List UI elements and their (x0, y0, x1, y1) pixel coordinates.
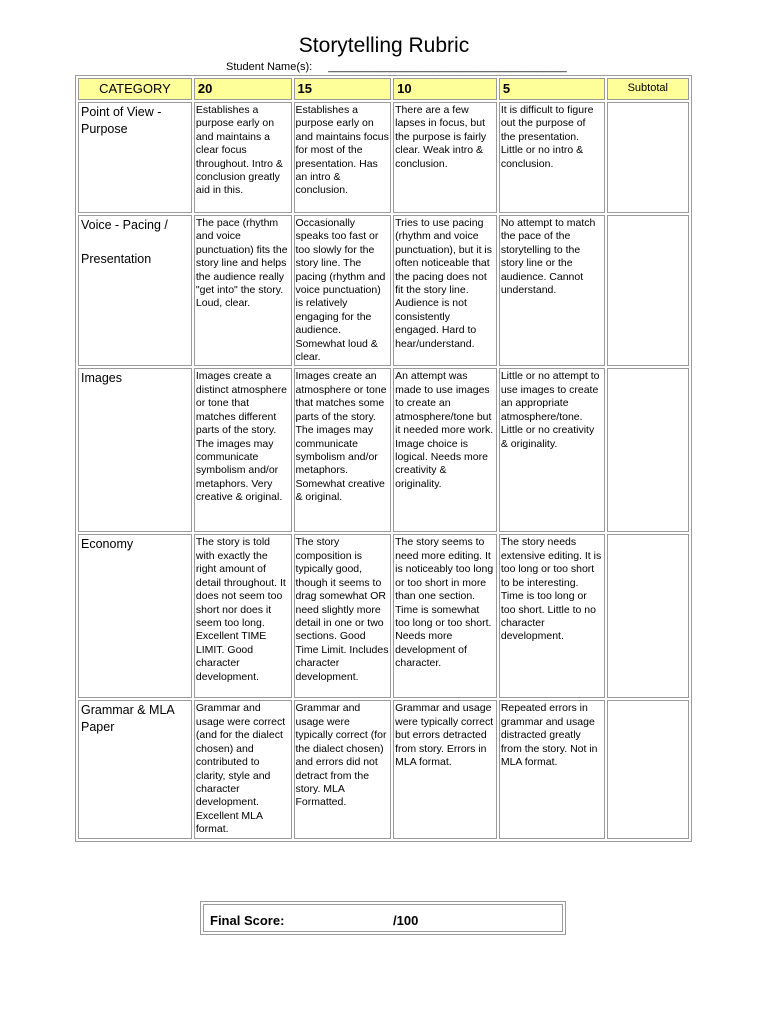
criteria-cell: Establishes a purpose early on and maintains focus for most of the presentation. Has an intro & conclusion. (294, 102, 392, 213)
criteria-cell: Establishes a purpose early on and maintains a clear focus throughout. Intro & conclusion greatly aid in this. (194, 102, 292, 213)
subtotal-cell[interactable] (607, 534, 689, 698)
header-score-5: 5 (499, 78, 605, 100)
final-score-value: /100 (393, 913, 419, 928)
final-score-box (200, 901, 566, 935)
student-name-field (226, 61, 567, 73)
header-category: CATEGORY (78, 78, 192, 100)
criteria-cell: There are a few lapses in focus, but the purpose is fairly clear. Weak intro & conclusion. (393, 102, 497, 213)
table-row (78, 102, 689, 213)
category-name (78, 215, 192, 366)
criteria-cell: The pace (rhythm and voice punctuation) fits the story line and helps the audience really "get into" the story. Loud, clear. (194, 215, 292, 366)
criteria-cell: Images create a distinct atmosphere or tone that matches different parts of the story. The images may communicate symbolism and/or metaphors. Very creative & original. (194, 368, 292, 532)
header-score-10: 10 (393, 78, 497, 100)
page-title: Storytelling Rubric (298, 34, 470, 57)
category-name: Images (78, 368, 192, 532)
criteria-cell: Occasionally speaks too fast or too slowly for the story line. The pacing (rhythm and voice punctuation) is relatively engaging for the audience. Somewhat loud & clear. (294, 215, 392, 366)
table-header-row (78, 78, 689, 100)
category-name: Point of View - Purpose (78, 102, 192, 213)
criteria-cell: The story composition is typically good, though it seems to drag somewhat OR need slightly more detail in one or two sections. Good Time Limit. Includes character development. (294, 534, 392, 698)
criteria-cell: Tries to use pacing (rhythm and voice punctuation), but it is often noticeable that the pacing does not fit the story line. Audience is not consistently engaged. Hard to hear/understand. (393, 215, 497, 366)
category-name: Economy (78, 534, 192, 698)
subtotal-cell[interactable] (607, 700, 689, 839)
category-name-slash: / (160, 218, 168, 232)
criteria-cell: An attempt was made to use images to create an atmosphere/tone but it needed more work. Image choice is logical. Needs more creativity & originality. (393, 368, 497, 532)
table-row (78, 700, 689, 839)
category-name: Grammar & MLA Paper (78, 700, 192, 839)
subtotal-cell[interactable] (607, 215, 689, 366)
criteria-cell: Repeated errors in grammar and usage distracted greatly from the story. Not in MLA format. (499, 700, 605, 839)
header-score-20: 20 (194, 78, 292, 100)
subtotal-cell[interactable] (607, 102, 689, 213)
header-score-15: 15 (294, 78, 392, 100)
table-row (78, 534, 689, 698)
final-score-inner[interactable] (203, 904, 563, 932)
criteria-cell: Little or no attempt to use images to create an appropriate atmosphere/tone. Little or no creativity & originality. (499, 368, 605, 532)
header-subtotal: Subtotal (607, 78, 689, 100)
final-score-label: Final Score: (210, 913, 285, 928)
table-row (78, 368, 689, 532)
criteria-cell: Grammar and usage were typically correct but errors detracted from story. Errors in MLA format. (393, 700, 497, 839)
criteria-cell: No attempt to match the pace of the storytelling to the story line or the audience. Cannot understand. (499, 215, 605, 366)
table-row (78, 215, 689, 366)
rubric-table (75, 75, 692, 842)
criteria-cell: The story is told with exactly the right amount of detail throughout. It does not seem too short nor does it seem too long. Excellent TIME LIMIT. Good character development. (194, 534, 292, 698)
category-name-text: Voice - Pacing (81, 218, 161, 232)
criteria-cell: It is difficult to figure out the purpose of the presentation. Little or no intro & conclusion. (499, 102, 605, 213)
criteria-cell: Grammar and usage were typically correct (for the dialect chosen) and errors did not detract from the story. MLA Formatted. (294, 700, 392, 839)
student-name-line: _______________________________________ (328, 61, 567, 73)
criteria-cell: Grammar and usage were correct (and for the dialect chosen) and contributed to clarity, style and character development. Excellent MLA format. (194, 700, 292, 839)
criteria-cell: The story needs extensive editing. It is too long or too short to be interesting. Time is too long or too short. Little to no character development. (499, 534, 605, 698)
category-name-line2: Presentation (81, 252, 152, 266)
student-name-label: Student Name(s): (226, 61, 313, 73)
subtotal-cell[interactable] (607, 368, 689, 532)
criteria-cell: The story seems to need more editing. It is noticeably too long or too short in more than one section. Time is somewhat too long or too short. Needs more development of character. (393, 534, 497, 698)
criteria-cell: Images create an atmosphere or tone that matches some parts of the story. The images may communicate symbolism and/or metaphors. Somewhat creative & original. (294, 368, 392, 532)
